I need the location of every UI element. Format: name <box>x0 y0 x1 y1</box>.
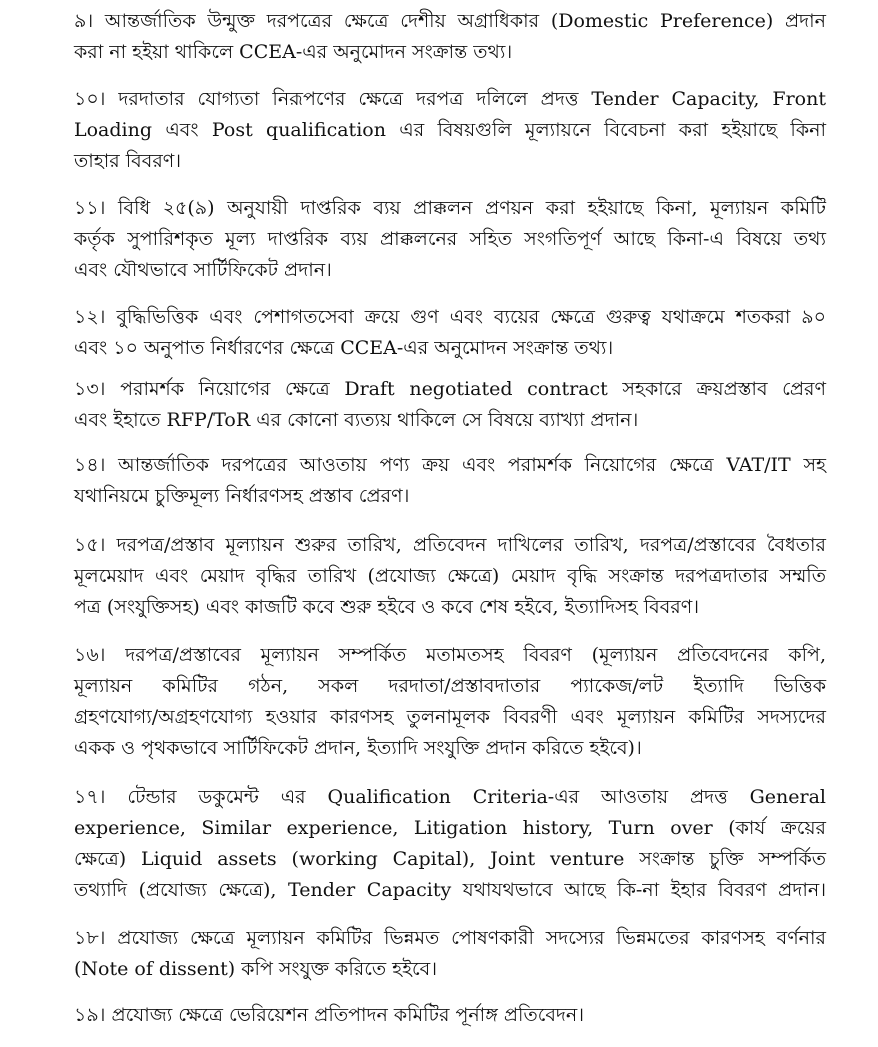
paragraph-line: ১৩। পরামর্শক নিয়োগের ক্ষেত্রে Draft negotiated contract সহকারে ক্রয়প্রস্তাব প্রেরণ <box>74 378 826 400</box>
paragraph-19 <box>74 1000 826 1031</box>
paragraph-15 <box>74 530 826 623</box>
paragraph-line: যথানিয়মে চুক্তিমূল্য নির্ধারণসহ প্রস্তাব প্রেরণ। <box>74 485 410 507</box>
paragraph-line: এবং ১০ অনুপাত নির্ধারণের ক্ষেত্রে CCEA-এর অনুমোদন সংক্রান্ত তথ্য। <box>74 337 614 359</box>
paragraph-line: মূলমেয়াদ এবং মেয়াদ বৃদ্ধির তারিখ (প্রযোজ্য ক্ষেত্রে) মেয়াদ বৃদ্ধি সংক্রান্ত দরপত্রদাতার সম্মতি <box>74 565 826 587</box>
paragraph-line: গ্রহণযোগ্য/অগ্রহণযোগ্য হওয়ার কারণসহ তুলনামূলক বিবরণী এবং মূল্যায়ন কমিটির সদস্যদের <box>74 706 826 728</box>
paragraph-18 <box>74 923 826 985</box>
paragraph-line: কর্তৃক সুপারিশকৃত মূল্য দাপ্তরিক ব্যয় প্রাক্কলনের সহিত সংগতিপূর্ণ আছে কিনা-এ বিষয়ে তথ্য <box>74 228 826 250</box>
paragraph-line: এবং যৌথভাবে সার্টিফিকেট প্রদান। <box>74 259 332 281</box>
paragraph-9 <box>74 6 826 68</box>
paragraph-12 <box>74 302 826 364</box>
paragraph-line: ৯। আন্তর্জাতিক উন্মুক্ত দরপত্রের ক্ষেত্রে দেশীয় অগ্রাধিকার (Domestic Preference) প্রদান <box>74 10 826 32</box>
paragraph-10 <box>74 84 826 177</box>
paragraph-13 <box>74 374 826 436</box>
paragraph-line: ক্ষেত্রে) Liquid assets (working Capital), Joint venture সংক্রান্ত চুক্তি সম্পর্কিত <box>74 848 826 870</box>
paragraph-line: (Note of dissent) কপি সংযুক্ত করিতে হইবে। <box>74 958 438 980</box>
paragraph-14 <box>74 450 826 512</box>
paragraph-line: তথ্যাদি (প্রযোজ্য ক্ষেত্রে), Tender Capacity যথাযথভাবে আছে কি-না ইহার বিবরণ প্রদান। <box>74 879 826 901</box>
paragraph-line: করা না হইয়া থাকিলে CCEA-এর অনুমোদন সংক্রান্ত তথ্য। <box>74 41 513 63</box>
paragraph-line: experience, Similar experience, Litigation history, Turn over (কার্য ক্রয়ের <box>74 817 826 839</box>
paragraph-line: ১৮। প্রযোজ্য ক্ষেত্রে মূল্যায়ন কমিটির ভিন্নমত পোষণকারী সদস্যের ভিন্নমতের কারণসহ বর্ণনার <box>74 927 826 949</box>
paragraph-line: মূল্যায়ন কমিটির গঠন, সকল দরদাতা/প্রস্তাবদাতার প্যাকেজ/লট ইত্যাদি ভিত্তিক <box>74 675 826 697</box>
paragraph-line: ১৬। দরপত্র/প্রস্তাবের মূল্যায়ন সম্পর্কিত মতামতসহ বিবরণ (মূল্যায়ন প্রতিবেদনের কপি, <box>74 644 826 666</box>
paragraph-line: একক ও পৃথকভাবে সার্টিফিকেট প্রদান, ইত্যাদি সংযুক্তি প্রদান করিতে হইবে)। <box>74 737 642 759</box>
paragraph-line: ১৯। প্রযোজ্য ক্ষেত্রে ভেরিয়েশন প্রতিপাদন কমিটির পূর্নাঙ্গ প্রতিবেদন। <box>74 1004 585 1026</box>
paragraph-16 <box>74 640 826 764</box>
paragraph-line: ১৭। টেন্ডার ডকুমেন্ট এর Qualification Criteria-এর আওতায় প্রদত্ত General <box>74 786 826 808</box>
paragraph-line: পত্র (সংযুক্তিসহ) এবং কাজটি কবে শুরু হইবে ও কবে শেষ হইবে, ইত্যাদিসহ বিবরণ। <box>74 596 700 618</box>
paragraph-line: Loading এবং Post qualification এর বিষয়গুলি মূল্যায়নে বিবেচনা করা হইয়াছে কিনা <box>74 119 826 141</box>
paragraph-line: ১১। বিধি ২৫(৯) অনুযায়ী দাপ্তরিক ব্যয় প্রাক্কলন প্রণয়ন করা হইয়াছে কিনা, মূল্যায়ন কমিটি <box>74 197 826 219</box>
paragraph-line: তাহার বিবরণ। <box>74 150 182 172</box>
paragraph-17 <box>74 782 826 906</box>
paragraph-line: এবং ইহাতে RFP/ToR এর কোনো ব্যত্যয় থাকিলে সে বিষয়ে ব্যাখ্যা প্রদান। <box>74 409 639 431</box>
paragraph-11 <box>74 193 826 286</box>
paragraph-line: ১৪। আন্তর্জাতিক দরপত্রের আওতায় পণ্য ক্রয় এবং পরামর্শক নিয়োগের ক্ষেত্রে VAT/IT সহ <box>74 454 826 476</box>
paragraph-line: ১৫। দরপত্র/প্রস্তাব মূল্যায়ন শুরুর তারিখ, প্রতিবেদন দাখিলের তারিখ, দরপত্র/প্রস্তাবের বৈধতার <box>74 534 826 556</box>
paragraph-line: ১২। বুদ্ধিভিত্তিক এবং পেশাগতসেবা ক্রয়ে গুণ এবং ব্যয়ের ক্ষেত্রে গুরুত্ব যথাক্রমে শতকরা ৯০ <box>74 306 826 328</box>
paragraph-line: ১০। দরদাতার যোগ্যতা নিরূপণের ক্ষেত্রে দরপত্র দলিলে প্রদত্ত Tender Capacity, Front <box>74 88 826 110</box>
